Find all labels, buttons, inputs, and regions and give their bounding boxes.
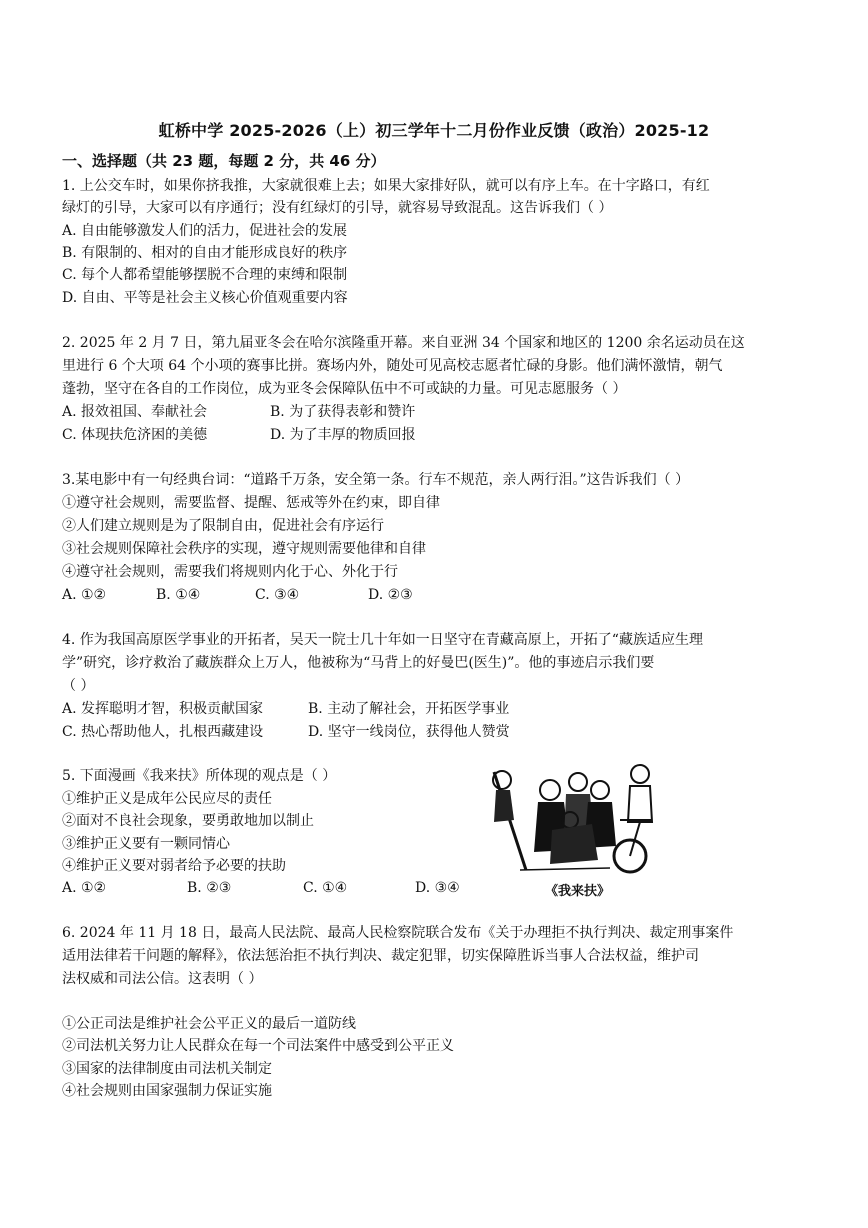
q3-option-a: A. ①②	[62, 587, 107, 603]
q5-option-a: A. ①②	[62, 880, 107, 896]
q5-statement-4: ④维护正义要对弱者给予必要的扶助	[62, 858, 286, 874]
q3-stem: 3.某电影中有一句经典台词：“道路千万条，安全第一条。行车不规范，亲人两行泪。”这告诉我们（ ）	[62, 472, 690, 488]
q5-statement-1: ①维护正义是成年公民应尽的责任	[62, 791, 272, 807]
q1-stem-line2: 绿灯的引导，大家可以有序通行；没有红绿灯的引导，就容易导致混乱。这告诉我们（ ）	[62, 200, 613, 216]
q4-stem-line3: （ ）	[62, 678, 95, 694]
q3-option-b: B. ①④	[156, 587, 201, 603]
q4-option-c: C. 热心帮助他人，扎根西藏建设	[62, 724, 264, 740]
q6-statement-2: ②司法机关努力让人民群众在每一个司法案件中感受到公平正义	[62, 1038, 454, 1054]
q1-option-a: A. 自由能够激发人们的活力，促进社会的发展	[62, 223, 348, 239]
q3-statement-1: ①遵守社会规则，需要监督、提醒、惩戒等外在约束，即自律	[62, 495, 440, 511]
q2-option-c: C. 体现扶危济困的美德	[62, 427, 208, 443]
q1-option-b: B. 有限制的、相对的自由才能形成良好的秩序	[62, 245, 348, 261]
q6-statement-3: ③国家的法律制度由司法机关制定	[62, 1061, 272, 1077]
q4-stem-line1: 4. 作为我国高原医学事业的开拓者，吴天一院士几十年如一日坚守在青藏高原上，开拓了“藏族适应生理	[62, 632, 703, 648]
q2-stem-line1: 2. 2025 年 2 月 7 日，第九届亚冬会在哈尔滨隆重开幕。来自亚洲 34 个国家和地区的 1200 余名运动员在这	[62, 335, 745, 351]
q3-statement-2: ②人们建立规则是为了限制自由，促进社会有序运行	[62, 518, 384, 534]
q1-stem-line1: 1. 上公交车时，如果你挤我推，大家就很难上去；如果大家排好队，就可以有序上车。在十字路口，有红	[62, 178, 710, 194]
q4-option-a: A. 发挥聪明才智，积极贡献国家	[62, 701, 264, 717]
q3-statement-4: ④遵守社会规则，需要我们将规则内化于心、外化于行	[62, 564, 398, 580]
q5-stem: 5. 下面漫画《我来扶》所体现的观点是（ ）	[62, 768, 337, 784]
q5-option-d: D. ③④	[415, 880, 460, 896]
q5-statement-3: ③维护正义要有一颗同情心	[62, 836, 230, 852]
q2-option-b: B. 为了获得表彰和赞许	[270, 404, 416, 420]
cartoon-caption: 《我来扶》	[545, 884, 611, 899]
q2-stem-line3: 蓬勃，坚守在各自的工作岗位，成为亚冬会保障队伍中不可或缺的力量。可见志愿服务（ ）	[62, 381, 627, 397]
q6-statement-4: ④社会规则由国家强制力保证实施	[62, 1083, 272, 1099]
q5-option-b: B. ②③	[187, 880, 232, 896]
q6-stem-line1: 6. 2024 年 11 月 18 日，最高人民法院、最高人民检察院联合发布《关于办理拒不执行判决、裁定刑事案件	[62, 925, 734, 941]
q2-option-d: D. 为了丰厚的物质回报	[270, 427, 416, 443]
q6-stem-line2: 适用法律若干问题的解释》，依法惩治拒不执行判决、裁定犯罪，切实保障胜诉当事人合法权益，维护司	[62, 948, 699, 964]
q4-option-d: D. 坚守一线岗位，获得他人赞赏	[308, 724, 510, 740]
q1-option-d: D. 自由、平等是社会主义核心价值观重要内容	[62, 290, 348, 306]
q3-statement-3: ③社会规则保障社会秩序的实现，遵守规则需要他律和自律	[62, 541, 426, 557]
q2-option-a: A. 报效祖国、奉献社会	[62, 404, 208, 420]
page-title: 虹桥中学 2025-2026（上）初三学年十二月份作业反馈（政治）2025-12	[158, 121, 710, 140]
q4-option-b: B. 主动了解社会，开拓医学事业	[308, 701, 510, 717]
section-heading: 一、选择题（共 23 题，每题 2 分，共 46 分）	[62, 152, 386, 170]
q2-stem-line2: 里进行 6 个大项 64 个小项的赛事比拼。赛场内外，随处可见高校志愿者忙碌的身影。他们满怀激情，朝气	[62, 358, 723, 374]
q4-stem-line2: 学”研究，诊疗救治了藏族群众上万人，他被称为“马背上的好曼巴(医生)”。他的事迹启示我们要	[62, 655, 655, 671]
q3-option-c: C. ③④	[255, 587, 300, 603]
q1-option-c: C. 每个人都希望能够摆脱不合理的束缚和限制	[62, 267, 348, 283]
q5-option-c: C. ①④	[303, 880, 348, 896]
q5-statement-2: ②面对不良社会现象，要勇敢地加以制止	[62, 813, 314, 829]
q3-option-d: D. ②③	[368, 587, 413, 603]
q6-statement-1: ①公正司法是维护社会公平正义的最后一道防线	[62, 1016, 356, 1032]
cartoon-illustration	[480, 760, 670, 895]
q6-stem-line3: 法权威和司法公信。这表明（ ）	[62, 971, 263, 987]
